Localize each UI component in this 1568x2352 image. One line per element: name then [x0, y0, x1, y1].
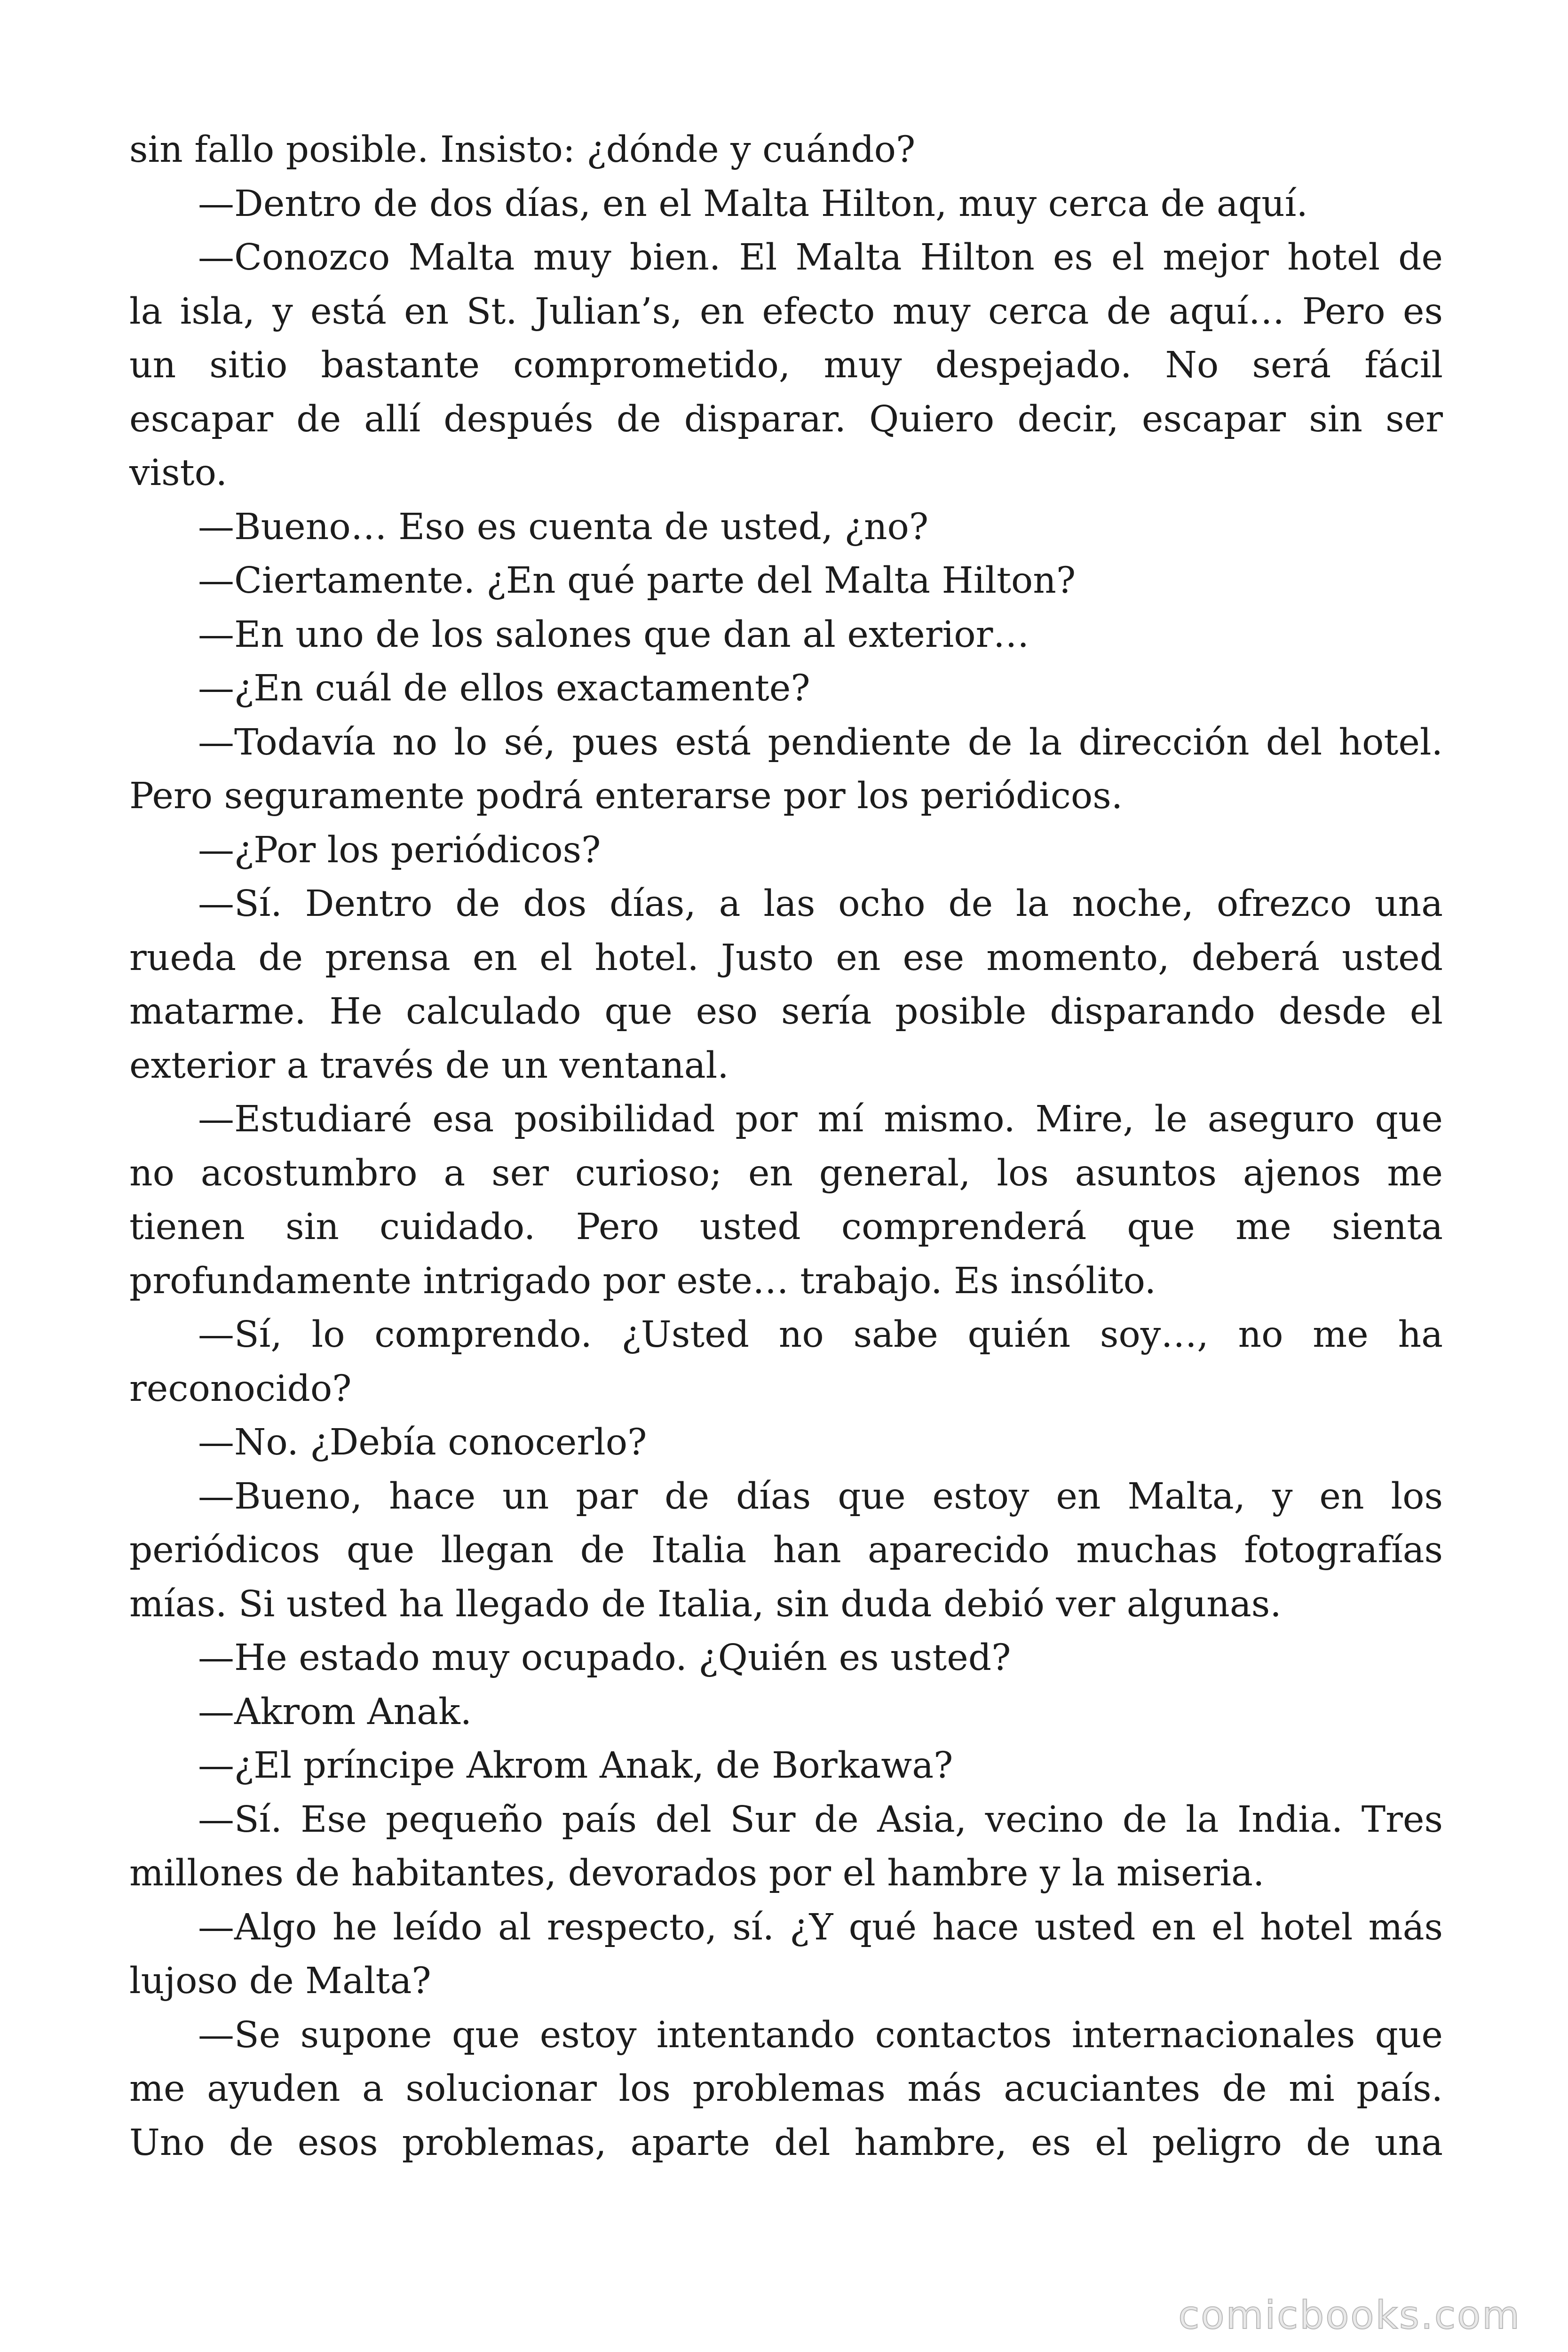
text-line: —¿En cuál de ellos exactamente? — [198, 667, 810, 709]
text-line: —No. ¿Debía conocerlo? — [198, 1422, 647, 1463]
text-line: —Estudiaré esa posibilidad por mí mismo. Mire, le aseguro que — [198, 1098, 1443, 1140]
text-line: —Dentro de dos días, en el Malta Hilton, muy cerca de aquí. — [198, 183, 1308, 225]
text-line: profundamente intrigado por este… trabajo. Es insólito. — [129, 1260, 1156, 1302]
text-line: periódicos que llegan de Italia han aparecido muchas fotografías — [129, 1529, 1443, 1571]
text-line: —Todavía no lo sé, pues está pendiente de la dirección del hotel. — [198, 721, 1443, 763]
text-line: matarme. He calculado que eso sería posible disparando desde el — [129, 991, 1443, 1033]
text-line: —Algo he leído al respecto, sí. ¿Y qué hace usted en el hotel más — [198, 1906, 1443, 1948]
text-line: visto. — [129, 452, 228, 494]
text-line: —¿El príncipe Akrom Anak, de Borkawa? — [198, 1745, 953, 1787]
text-line: Pero seguramente podrá enterarse por los periódicos. — [129, 775, 1123, 817]
text-line: exterior a través de un ventanal. — [129, 1044, 729, 1087]
text-line: tienen sin cuidado. Pero usted comprenderá que me sienta — [129, 1206, 1443, 1248]
text-line: —Se supone que estoy intentando contactos internacionales que — [198, 2014, 1443, 2056]
text-line: —¿Por los periódicos? — [198, 829, 601, 871]
text-line: —He estado muy ocupado. ¿Quién es usted? — [198, 1637, 1011, 1679]
text-line: la isla, y está en St. Julian’s, en efecto muy cerca de aquí… Pero es — [129, 290, 1443, 333]
text-line: —Bueno… Eso es cuenta de usted, ¿no? — [198, 506, 929, 548]
text-line: me ayuden a solucionar los problemas más acuciantes de mi país. — [129, 2068, 1443, 2110]
text-line: no acostumbro a ser curioso; en general, los asuntos ajenos me — [129, 1152, 1443, 1194]
text-line: —Conozco Malta muy bien. El Malta Hilton es el mejor hotel de — [198, 237, 1443, 278]
text-line: —Ciertamente. ¿En qué parte del Malta Hilton? — [198, 560, 1076, 602]
text-line: Uno de esos problemas, aparte del hambre, es el peligro de una — [129, 2122, 1443, 2164]
text-line: lujoso de Malta? — [129, 1960, 431, 2002]
text-line: —Akrom Anak. — [198, 1691, 472, 1733]
text-line: —Sí. Dentro de dos días, a las ocho de la noche, ofrezco una — [198, 883, 1443, 925]
watermark-text: comicbooks.com — [1178, 2293, 1521, 2338]
text-line: —Bueno, hace un par de días que estoy en Malta, y en los — [198, 1475, 1443, 1518]
text-line: —Sí, lo comprendo. ¿Usted no sabe quién soy…, no me ha — [198, 1314, 1443, 1356]
page-body — [129, 123, 1443, 2170]
text-line: escapar de allí después de disparar. Quiero decir, escapar sin ser — [129, 398, 1443, 440]
text-line: —Sí. Ese pequeño país del Sur de Asia, vecino de la India. Tres — [198, 1798, 1443, 1841]
text-line: —En uno de los salones que dan al exterior… — [198, 613, 1029, 656]
text-line: millones de habitantes, devorados por el hambre y la miseria. — [129, 1852, 1265, 1894]
text-line: rueda de prensa en el hotel. Justo en ese momento, deberá usted — [129, 937, 1443, 979]
text-line: un sitio bastante comprometido, muy despejado. No será fácil — [129, 344, 1443, 386]
text-line: reconocido? — [129, 1367, 352, 1410]
text-line: sin fallo posible. Insisto: ¿dónde y cuándo? — [129, 129, 916, 171]
text-line: mías. Si usted ha llegado de Italia, sin duda debió ver algunas. — [129, 1583, 1282, 1625]
